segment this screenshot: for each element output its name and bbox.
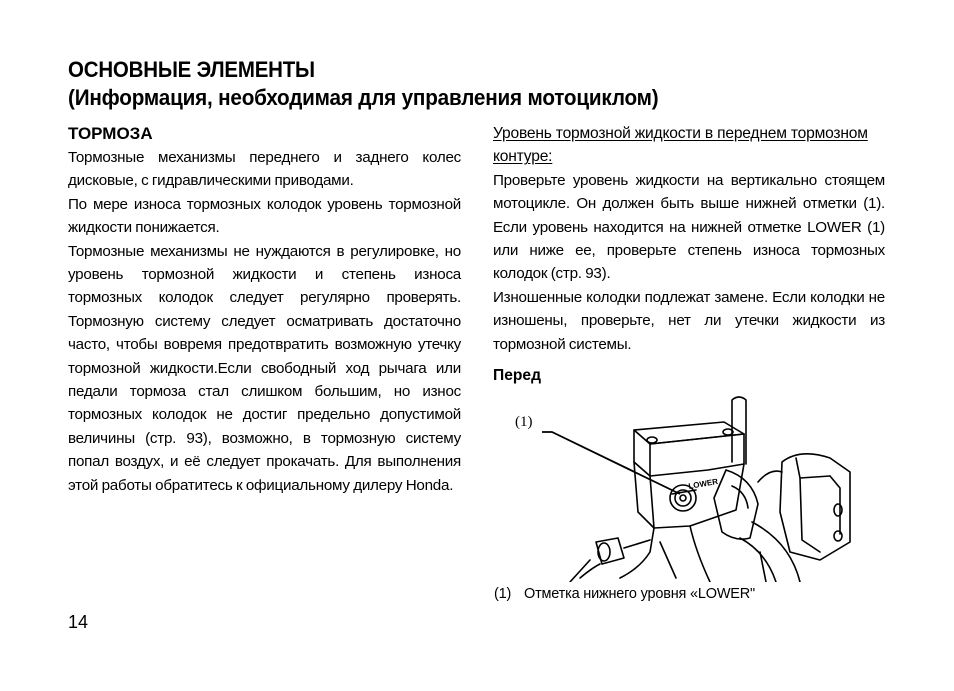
front-subheading: Перед xyxy=(493,367,541,385)
left-column xyxy=(68,122,461,497)
paragraph: По мере износа тормозных колодок уровень тормозной жидкости понижается. xyxy=(68,195,461,237)
page-header xyxy=(68,56,898,112)
figure-caption xyxy=(494,586,755,602)
paragraph: Тормозные механизмы переднего и заднего колес дисковые, с гидравлическими приводами. xyxy=(68,149,461,190)
reservoir-lower-label: LOWER xyxy=(687,476,719,491)
section-heading-brakes: ТОРМОЗА xyxy=(68,124,153,143)
fluid-level-heading: Уровень тормозной жидкости в переднем тормозном контуре: xyxy=(493,125,868,166)
brake-reservoir-drawing xyxy=(500,392,860,582)
brake-reservoir-illustration xyxy=(500,392,860,582)
page-subtitle: (Информация, необходимая для управления мотоциклом) xyxy=(68,85,659,110)
paragraph: Проверьте уровень жидкости на вертикально стоящем мотоцикле. Он должен быть выше нижней отметки (1). Если уровень находится на нижней отметке LOWER (1) или ниже ее, проверьте степень износа тормозных колодок (стр. 93). xyxy=(493,171,885,283)
paragraph: Изношенные колодки подлежат замене. Если колодки не изношены, проверьте, нет ли утечки жидкости из тормозной системы. xyxy=(493,288,885,353)
page-title: ОСНОВНЫЕ ЭЛЕМЕНТЫ xyxy=(68,57,315,82)
right-column xyxy=(493,122,885,388)
figure-callout-number: (1) xyxy=(515,414,533,430)
paragraph: Тормозные механизмы не нуждаются в регулировке, но уровень тормозной жидкости и степень износа тормозных колодок следует регулярно проверять. Тормозную систему следует осматривать достаточно часто, чтобы вовремя предотвратить возможную утечку тормозной жидкости.Если свободный ход рычага или педали тормоза стал слишком большим, но износ тормозных колодок не достиг предельно допустимой величины (стр. 93), возможно, в тормозную систему попал воздух, и её следует прокачать. Для выполнения этой работы обратитесь к официальному дилеру Honda. xyxy=(68,242,461,494)
page-number: 14 xyxy=(68,612,89,632)
caption-text: Отметка нижнего уровня «LOWER" xyxy=(524,586,755,602)
caption-number: (1) xyxy=(494,586,512,602)
